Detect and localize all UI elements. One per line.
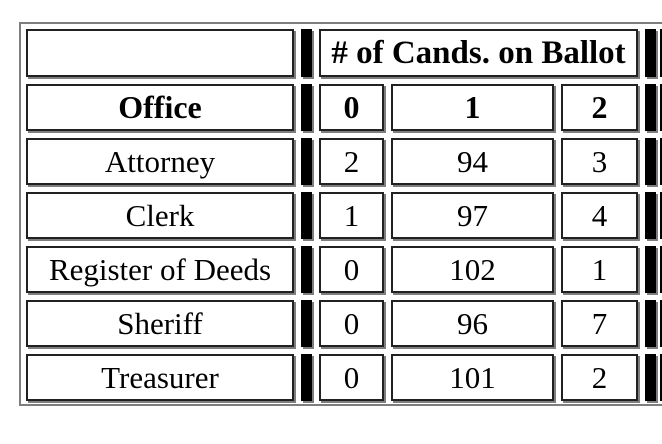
value-cell: 94 [391,138,554,185]
separator-bar [301,192,312,239]
separator-bar [645,354,656,401]
value-cell: 102 [391,246,554,293]
column-header-row [26,84,662,131]
separator-bar [301,138,312,185]
separator-bar [301,84,312,131]
value-cell: 0 [319,300,384,347]
ballot-count-group-header: # of Cands. on Ballot [319,29,638,77]
value-cell: 7 [561,300,638,347]
table-row [26,246,662,293]
table-row [26,354,662,401]
value-cell: 97 [391,192,554,239]
office-name-cell: Attorney [26,138,294,185]
office-column-header: Office [26,84,294,131]
separator-bar [645,138,656,185]
value-cell: 4 [561,192,638,239]
table-row [26,192,662,239]
table-row [26,138,662,185]
table-row [26,300,662,347]
value-cell: 96 [391,300,554,347]
group-header-row [26,29,662,77]
separator-bar [645,192,656,239]
separator-bar [645,246,656,293]
value-cell: 0 [319,354,384,401]
office-name-cell: Sheriff [26,300,294,347]
value-cell: 2 [561,354,638,401]
column-header-0: 0 [319,84,384,131]
office-name-cell: Clerk [26,192,294,239]
value-cell: 2 [319,138,384,185]
empty-corner-cell [26,29,294,77]
separator-bar [301,246,312,293]
value-cell: 3 [561,138,638,185]
value-cell: 1 [561,246,638,293]
separator-bar [645,300,656,347]
table-body [26,138,662,401]
separator-bar [645,84,656,131]
column-header-1: 1 [391,84,554,131]
separator-bar [301,300,312,347]
value-cell: 1 [319,192,384,239]
candidates-per-office-table [19,22,662,406]
office-name-cell: Register of Deeds [26,246,294,293]
separator-bar [301,29,312,77]
separator-bar [645,29,656,77]
office-name-cell: Treasurer [26,354,294,401]
value-cell: 101 [391,354,554,401]
value-cell: 0 [319,246,384,293]
separator-bar [301,354,312,401]
column-header-2: 2 [561,84,638,131]
